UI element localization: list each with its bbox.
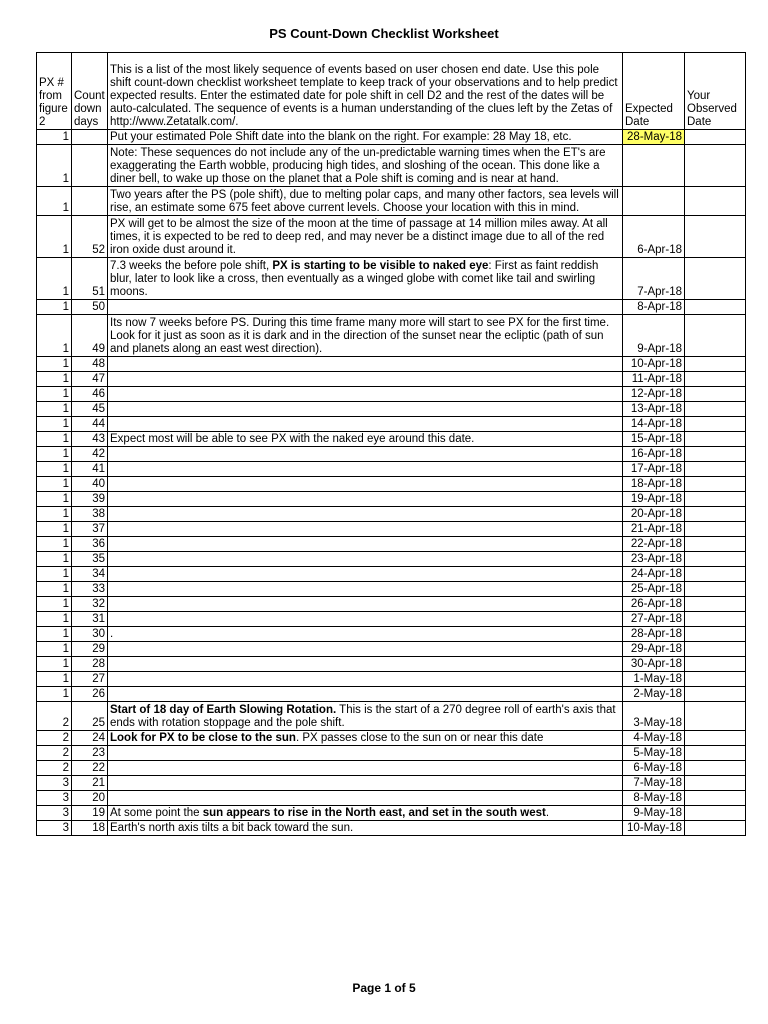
observed-date-cell[interactable]	[685, 537, 746, 552]
table-row	[37, 582, 746, 597]
observed-date-cell[interactable]	[685, 702, 746, 731]
expected-date-cell: 27-Apr-18	[623, 612, 685, 627]
table-row	[37, 492, 746, 507]
px-number-cell: 1	[37, 492, 72, 507]
observed-date-cell[interactable]	[685, 417, 746, 432]
px-number-cell: 1	[37, 627, 72, 642]
countdown-days-cell: 28	[72, 657, 108, 672]
countdown-days-cell: 37	[72, 522, 108, 537]
observed-date-cell[interactable]	[685, 216, 746, 258]
observed-date-cell[interactable]	[685, 672, 746, 687]
px-number-cell: 1	[37, 552, 72, 567]
observed-date-cell[interactable]	[685, 731, 746, 746]
observed-date-cell[interactable]	[685, 821, 746, 836]
event-description-cell	[108, 357, 623, 372]
observed-date-cell[interactable]	[685, 791, 746, 806]
event-description-cell	[108, 597, 623, 612]
event-description-cell	[108, 402, 623, 417]
table-row	[37, 130, 746, 145]
header-count: Count down days	[72, 53, 108, 130]
expected-date-cell: 2-May-18	[623, 687, 685, 702]
expected-date-cell: 10-May-18	[623, 821, 685, 836]
expected-date-cell: 25-Apr-18	[623, 582, 685, 597]
px-number-cell: 1	[37, 402, 72, 417]
event-description-cell	[108, 258, 623, 300]
text: At some point the	[110, 807, 203, 819]
px-number-cell: 1	[37, 672, 72, 687]
px-number-cell: 1	[37, 187, 72, 216]
countdown-days-cell: 42	[72, 447, 108, 462]
event-description-cell	[108, 731, 623, 746]
expected-date-cell: 7-Apr-18	[623, 258, 685, 300]
countdown-days-cell: 26	[72, 687, 108, 702]
observed-date-cell[interactable]	[685, 187, 746, 216]
expected-date-cell: 23-Apr-18	[623, 552, 685, 567]
expected-date-cell: 8-May-18	[623, 791, 685, 806]
text: Its now 7 weeks before PS. During this time frame many more will start to see PX for the first time. Look for it just as soon as it is dark and in the direction of the sunset near the ecliptic (path of sun and planets along an east west direction).	[110, 317, 610, 355]
countdown-days-cell: 34	[72, 567, 108, 582]
expected-date-cell: 26-Apr-18	[623, 597, 685, 612]
table-row	[37, 417, 746, 432]
px-number-cell: 1	[37, 477, 72, 492]
table-row	[37, 552, 746, 567]
expected-date-cell: 9-May-18	[623, 806, 685, 821]
table-row	[37, 402, 746, 417]
observed-date-cell[interactable]	[685, 432, 746, 447]
px-number-cell: 2	[37, 702, 72, 731]
text: PX will get to be almost the size of the moon at the time of passage at 14 million miles away. At all times, it is expected to be red to deep red, and may never be a distinct image due to all of the red iron oxide dust around it.	[110, 218, 608, 256]
observed-date-cell[interactable]	[685, 552, 746, 567]
table-row	[37, 315, 746, 357]
observed-date-cell[interactable]	[685, 657, 746, 672]
countdown-days-cell: 35	[72, 552, 108, 567]
event-description-cell	[108, 791, 623, 806]
bold-text: Start of 18 day of Earth Slowing Rotation.	[110, 704, 337, 716]
countdown-days-cell: 52	[72, 216, 108, 258]
table-row	[37, 537, 746, 552]
table-row	[37, 702, 746, 731]
expected-date-cell: 24-Apr-18	[623, 567, 685, 582]
countdown-days-cell: 32	[72, 597, 108, 612]
text: This is the start of a 270 degree roll of earth's axis that ends with rotation stoppage and the pole shift.	[110, 704, 616, 729]
countdown-days-cell: 36	[72, 537, 108, 552]
table-row	[37, 776, 746, 791]
px-number-cell: 1	[37, 387, 72, 402]
table-row	[37, 372, 746, 387]
countdown-days-cell: 31	[72, 612, 108, 627]
event-description-cell	[108, 507, 623, 522]
expected-date-cell: 19-Apr-18	[623, 492, 685, 507]
header-row	[37, 53, 746, 130]
countdown-days-cell	[72, 187, 108, 216]
expected-date-cell: 30-Apr-18	[623, 657, 685, 672]
event-description-cell	[108, 372, 623, 387]
observed-date-cell[interactable]	[685, 300, 746, 315]
expected-date-cell: 13-Apr-18	[623, 402, 685, 417]
header-observed-date: Your Observed Date	[685, 53, 746, 130]
table-row	[37, 597, 746, 612]
countdown-days-cell: 38	[72, 507, 108, 522]
observed-date-cell[interactable]	[685, 477, 746, 492]
event-description-cell	[108, 145, 623, 187]
event-description-cell	[108, 702, 623, 731]
table-row	[37, 300, 746, 315]
observed-date-cell[interactable]	[685, 402, 746, 417]
event-description-cell	[108, 612, 623, 627]
observed-date-cell[interactable]	[685, 776, 746, 791]
px-number-cell: 1	[37, 507, 72, 522]
px-number-cell: 1	[37, 447, 72, 462]
bold-text: Look for PX to be close to the sun	[110, 732, 296, 744]
countdown-days-cell: 41	[72, 462, 108, 477]
countdown-days-cell	[72, 145, 108, 187]
observed-date-cell[interactable]	[685, 372, 746, 387]
expected-date-cell: 1-May-18	[623, 672, 685, 687]
countdown-days-cell: 40	[72, 477, 108, 492]
expected-date-cell: 17-Apr-18	[623, 462, 685, 477]
table-row	[37, 447, 746, 462]
px-number-cell: 3	[37, 791, 72, 806]
countdown-days-cell: 19	[72, 806, 108, 821]
bold-text: PX is starting to be visible to naked eye	[272, 260, 489, 272]
event-description-cell	[108, 761, 623, 776]
expected-date-cell: 9-Apr-18	[623, 315, 685, 357]
px-number-cell: 1	[37, 432, 72, 447]
countdown-days-cell: 29	[72, 642, 108, 657]
table-row	[37, 791, 746, 806]
text: Expect most will be able to see PX with the naked eye around this date.	[110, 433, 475, 445]
observed-date-cell[interactable]	[685, 357, 746, 372]
observed-date-cell[interactable]	[685, 522, 746, 537]
countdown-days-cell: 20	[72, 791, 108, 806]
expected-date-cell: 3-May-18	[623, 702, 685, 731]
table-row	[37, 612, 746, 627]
table-row	[37, 657, 746, 672]
px-number-cell: 1	[37, 582, 72, 597]
px-number-cell: 1	[37, 462, 72, 477]
event-description-cell	[108, 477, 623, 492]
text: Note: These sequences do not include any of the un-predictable warning times when the ET's are exaggerating the Earth wobble, producing high tides, and sloshing of the ocean. This done like a diner bell, to wake up those on the planet that a Pole shift is coming and is near at hand.	[110, 147, 606, 185]
px-number-cell: 2	[37, 761, 72, 776]
text: .	[545, 807, 550, 819]
countdown-days-cell: 44	[72, 417, 108, 432]
countdown-days-cell: 47	[72, 372, 108, 387]
observed-date-cell[interactable]	[685, 130, 746, 145]
expected-date-cell: 6-Apr-18	[623, 216, 685, 258]
countdown-days-cell: 22	[72, 761, 108, 776]
event-description-cell	[108, 492, 623, 507]
expected-date-cell: 4-May-18	[623, 731, 685, 746]
event-description-cell	[108, 657, 623, 672]
table-row	[37, 145, 746, 187]
pole-shift-date-cell[interactable]: 28-May-18	[623, 130, 685, 145]
countdown-days-cell	[72, 130, 108, 145]
px-number-cell: 3	[37, 806, 72, 821]
event-description-cell	[108, 537, 623, 552]
text: . PX passes close to the sun on or near this date	[295, 732, 544, 744]
observed-date-cell[interactable]	[685, 462, 746, 477]
expected-date-cell: 18-Apr-18	[623, 477, 685, 492]
table-row	[37, 432, 746, 447]
event-description-cell	[108, 642, 623, 657]
table-row	[37, 746, 746, 761]
table-row	[37, 567, 746, 582]
countdown-days-cell: 49	[72, 315, 108, 357]
expected-date-cell: 28-Apr-18	[623, 627, 685, 642]
px-number-cell: 3	[37, 776, 72, 791]
text: .	[110, 628, 114, 640]
expected-date-cell: 6-May-18	[623, 761, 685, 776]
expected-date-cell: 11-Apr-18	[623, 372, 685, 387]
observed-date-cell[interactable]	[685, 492, 746, 507]
event-description-cell	[108, 216, 623, 258]
event-description-cell	[108, 776, 623, 791]
expected-date-cell: 14-Apr-18	[623, 417, 685, 432]
event-description-cell	[108, 300, 623, 315]
expected-date-cell: 12-Apr-18	[623, 387, 685, 402]
countdown-days-cell: 21	[72, 776, 108, 791]
event-description-cell	[108, 567, 623, 582]
table-row	[37, 731, 746, 746]
countdown-days-cell: 48	[72, 357, 108, 372]
event-description-cell	[108, 462, 623, 477]
px-number-cell: 1	[37, 258, 72, 300]
table-row	[37, 806, 746, 821]
text: : First as faint reddish blur, later to look like a cross, then eventually as a winged globe with comet like tail and swirling moons.	[110, 260, 599, 298]
header-px: PX # from figure 2	[37, 53, 72, 130]
expected-date-cell: 7-May-18	[623, 776, 685, 791]
table-row	[37, 462, 746, 477]
px-number-cell: 1	[37, 567, 72, 582]
event-description-cell	[108, 387, 623, 402]
event-description-cell	[108, 806, 623, 821]
expected-date-cell	[623, 187, 685, 216]
event-description-cell	[108, 821, 623, 836]
event-description-cell	[108, 627, 623, 642]
countdown-days-cell: 39	[72, 492, 108, 507]
observed-date-cell[interactable]	[685, 806, 746, 821]
observed-date-cell[interactable]	[685, 642, 746, 657]
px-number-cell: 3	[37, 821, 72, 836]
px-number-cell: 1	[37, 216, 72, 258]
observed-date-cell[interactable]	[685, 582, 746, 597]
header-description: This is a list of the most likely sequence of events based on user chosen end date. Use this pole shift count-down checklist worksheet template to keep track of your observations and to help predict expected results. Enter the estimated date for pole shift in cell D2 and the rest of the dates will be auto-calculated. The sequence of events is a human understanding of the clues left by the Zetas of http://www.Zetatalk.com/.	[108, 53, 623, 130]
px-number-cell: 1	[37, 537, 72, 552]
table-row	[37, 687, 746, 702]
expected-date-cell: 8-Apr-18	[623, 300, 685, 315]
observed-date-cell[interactable]	[685, 627, 746, 642]
table-row	[37, 522, 746, 537]
bold-text: sun appears to rise in the North east, and set in the south west	[202, 807, 546, 819]
observed-date-cell[interactable]	[685, 387, 746, 402]
countdown-days-cell: 33	[72, 582, 108, 597]
observed-date-cell[interactable]	[685, 258, 746, 300]
observed-date-cell[interactable]	[685, 746, 746, 761]
event-description-cell	[108, 687, 623, 702]
px-number-cell: 1	[37, 687, 72, 702]
table-row	[37, 507, 746, 522]
countdown-days-cell: 51	[72, 258, 108, 300]
table-row	[37, 642, 746, 657]
observed-date-cell[interactable]	[685, 145, 746, 187]
px-number-cell: 1	[37, 357, 72, 372]
px-number-cell: 1	[37, 315, 72, 357]
px-number-cell: 1	[37, 130, 72, 145]
table-row	[37, 387, 746, 402]
text: 7.3 weeks the before pole shift,	[110, 260, 273, 272]
event-description-cell	[108, 417, 623, 432]
countdown-days-cell: 46	[72, 387, 108, 402]
expected-date-cell: 15-Apr-18	[623, 432, 685, 447]
event-description-cell	[108, 552, 623, 567]
px-number-cell: 1	[37, 300, 72, 315]
px-number-cell: 1	[37, 145, 72, 187]
expected-date-cell: 20-Apr-18	[623, 507, 685, 522]
event-description-cell	[108, 315, 623, 357]
table-row	[37, 672, 746, 687]
observed-date-cell[interactable]	[685, 447, 746, 462]
countdown-days-cell: 18	[72, 821, 108, 836]
countdown-days-cell: 24	[72, 731, 108, 746]
countdown-days-cell: 27	[72, 672, 108, 687]
expected-date-cell: 22-Apr-18	[623, 537, 685, 552]
event-description-cell	[108, 746, 623, 761]
expected-date-cell: 5-May-18	[623, 746, 685, 761]
event-description-cell	[108, 130, 623, 145]
table-row	[37, 216, 746, 258]
table-row	[37, 821, 746, 836]
px-number-cell: 1	[37, 417, 72, 432]
table-row	[37, 187, 746, 216]
px-number-cell: 1	[37, 612, 72, 627]
px-number-cell: 1	[37, 642, 72, 657]
observed-date-cell[interactable]	[685, 687, 746, 702]
expected-date-cell: 10-Apr-18	[623, 357, 685, 372]
observed-date-cell[interactable]	[685, 567, 746, 582]
event-description-cell	[108, 187, 623, 216]
event-description-cell	[108, 522, 623, 537]
table-row	[37, 477, 746, 492]
text: Put your estimated Pole Shift date into the blank on the right. For example: 28 May 18, etc.	[110, 131, 572, 143]
expected-date-cell: 21-Apr-18	[623, 522, 685, 537]
countdown-days-cell: 23	[72, 746, 108, 761]
table-row	[37, 258, 746, 300]
event-description-cell	[108, 672, 623, 687]
event-description-cell	[108, 582, 623, 597]
table-row	[37, 627, 746, 642]
px-number-cell: 1	[37, 522, 72, 537]
checklist-body	[37, 53, 746, 836]
observed-date-cell[interactable]	[685, 597, 746, 612]
observed-date-cell[interactable]	[685, 612, 746, 627]
expected-date-cell	[623, 145, 685, 187]
table-row	[37, 357, 746, 372]
countdown-days-cell: 25	[72, 702, 108, 731]
observed-date-cell[interactable]	[685, 761, 746, 776]
expected-date-cell: 29-Apr-18	[623, 642, 685, 657]
table-row	[37, 761, 746, 776]
observed-date-cell[interactable]	[685, 315, 746, 357]
event-description-cell	[108, 432, 623, 447]
text: Two years after the PS (pole shift), due to melting polar caps, and many other factors, sea levels will rise, an estimate some 675 feet above current levels. Choose your location with this in mind.	[110, 189, 619, 214]
px-number-cell: 2	[37, 746, 72, 761]
countdown-days-cell: 50	[72, 300, 108, 315]
header-expected-date: Expected Date	[623, 53, 685, 130]
px-number-cell: 1	[37, 657, 72, 672]
px-number-cell: 1	[37, 597, 72, 612]
px-number-cell: 2	[37, 731, 72, 746]
text: Earth's north axis tilts a bit back toward the sun.	[110, 822, 354, 834]
page-title: PS Count-Down Checklist Worksheet	[269, 26, 499, 41]
px-number-cell: 1	[37, 372, 72, 387]
expected-date-cell: 16-Apr-18	[623, 447, 685, 462]
event-description-cell	[108, 447, 623, 462]
checklist-table	[36, 52, 746, 836]
countdown-days-cell: 43	[72, 432, 108, 447]
countdown-days-cell: 30	[72, 627, 108, 642]
countdown-days-cell: 45	[72, 402, 108, 417]
page-footer: Page 1 of 5	[352, 981, 416, 995]
observed-date-cell[interactable]	[685, 507, 746, 522]
